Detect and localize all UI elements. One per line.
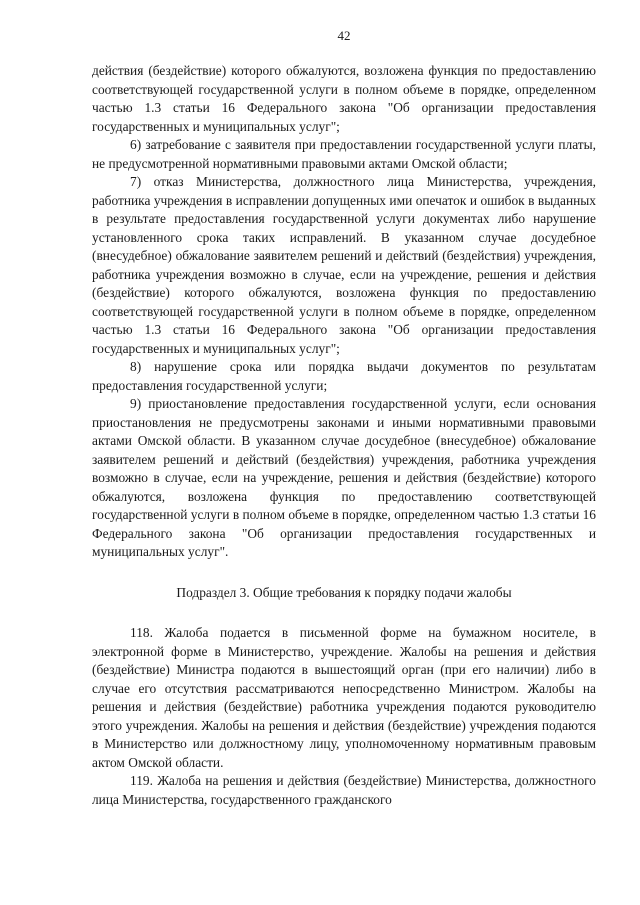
clause-119: 119. Жалоба на решения и действия (бездействие) Министерства, должностного лица Министерства, государственного гражданского: [92, 773, 596, 807]
clause-118: 118. Жалоба подается в письменной форме на бумажном носителе, в электронной форме в Министерство, учреждение. Жалобы на решения и действия (бездействие) Министра подаются в вышестоящий орган (при его наличии) либо в случае его отсутствия рассматриваются непосредственно Министром. Жалобы на решения и действия (бездействие) работника учреждения подаются руководителю этого учреждения. Жалобы на решения и действия (бездействие) учреждения подаются в Министерство или должностному лицу, уполномоченному нормативным правовым актом Омской области.: [92, 625, 596, 770]
list-item-7: 7) отказ Министерства, должностного лица Министерства, учреждения, работника учреждения в исправлении допущенных ими опечаток и ошибок в выданных в результате предоставления государственной услуги документах либо нарушение установленного срока таких исправлений. В указанном случае досудебное (внесудебное) обжалование заявителем решений и действий (бездействия) учреждения, работника учреждения возможно в случае, если на учреждение, решения и действия (бездействие) которого обжалуются, возложена функция по предоставлению соответствующей государственной услуги в полном объеме в порядке, определенном частью 1.3 статьи 16 Федерального закона "Об организации предоставления государственных и муниципальных услуг";: [92, 174, 596, 356]
list-item-8: 8) нарушение срока или порядка выдачи документов по результатам предоставления государственной услуги;: [92, 359, 596, 393]
paragraph-continuation: действия (бездействие) которого обжалуются, возложена функция по предоставлению соответствующей государственной услуги в полном объеме в порядке, определенном частью 1.3 статьи 16 Федерального закона "Об организации предоставления государственных и муниципальных услуг";: [92, 63, 596, 134]
list-item-6: 6) затребование с заявителя при предоставлении государственной услуги платы, не предусмотренной нормативными правовыми актами Омской области;: [92, 137, 596, 171]
page-number: 42: [337, 28, 351, 43]
section-heading: Подраздел 3. Общие требования к порядку подачи жалобы: [176, 584, 512, 600]
list-item-9: 9) приостановление предоставления государственной услуги, если основания приостановления не предусмотрены законами и иными нормативными правовыми актами Омской области. В указанном случае досудебное (внесудебное) обжалование заявителем решений и действий (бездействия) учреждения, работника учреждения возможно в случае, если на учреждение, решения и действия (бездействие) которого обжалуются, возложена функция по предоставлению соответствующей государственной услуги в полном объеме в порядке, определенном частью 1.3 статьи 16 Федерального закона "Об организации предоставления государственных и муниципальных услуг".: [92, 396, 596, 559]
document-page: [92, 28, 596, 898]
